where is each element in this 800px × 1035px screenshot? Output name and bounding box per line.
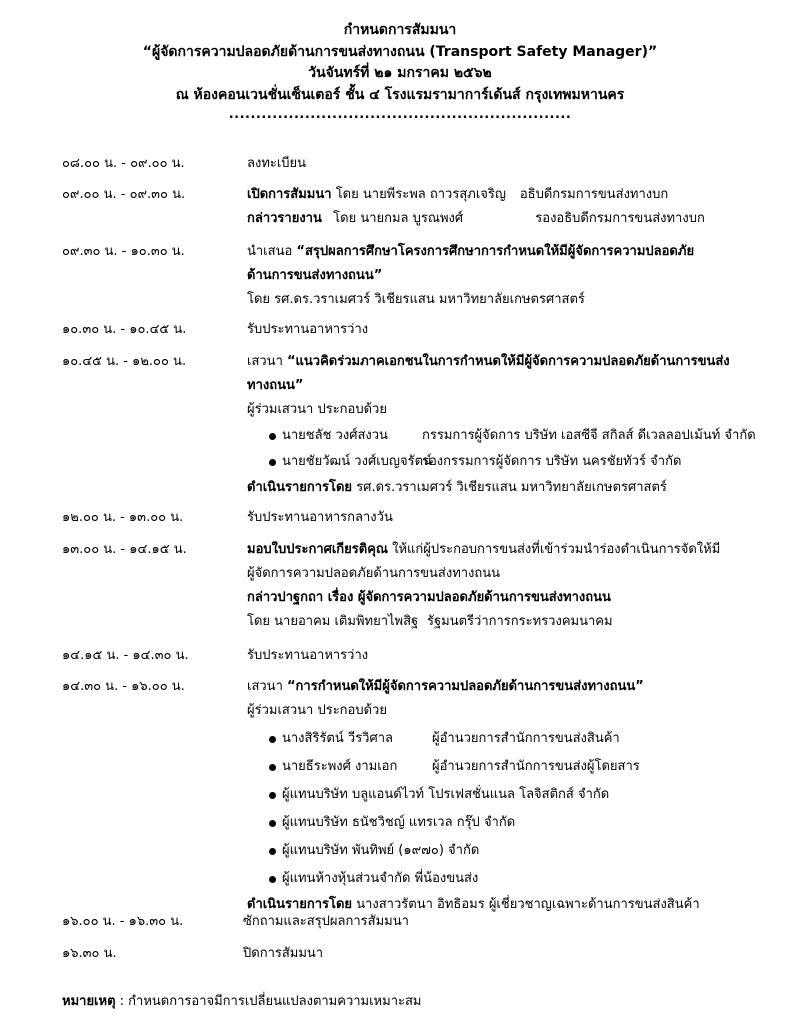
company-representative: ผู้แทนบริษัท บลูแอนด์ไวท์ โปรเฟสชั่นแนล โลจิสติกส์ จำกัด [247, 783, 757, 807]
panelist-name: นางสิริรัตน์ วีรวิศาล [282, 731, 393, 746]
agenda-time: ๑๔.๑๕ น. - ๑๔.๓๐ น. [62, 648, 189, 663]
agenda-prefix: นำเสนอ [247, 244, 297, 259]
seminar-venue: ณ ห้องคอนเวนชั่นเซ็นเตอร์ ชั้น ๔ โรงแรมรามาการ์เด้นส์ กรุงเทพมหานคร [175, 86, 625, 103]
company-representative: ผู้แทนห้างหุ้นส่วนจำกัด พี่น้องขนส่ง [247, 867, 757, 891]
panelist-role: ผู้อำนวยการสำนักการขนส่งผู้โดยสาร [432, 759, 640, 774]
agenda-text: ลงทะเบียน [247, 156, 307, 171]
panelist-role: รองกรรมการผู้จัดการ บริษัท นครชัยทัวร์ จำกัด [422, 454, 682, 469]
agenda-text: รับประทานอาหารว่าง [247, 648, 369, 663]
opening-speaker: โดย นายพีระพล ถาวรสุภเจริญ [335, 187, 506, 202]
panelist [247, 755, 757, 779]
panelist-name: นายธีระพงศ์ งามเอก [282, 759, 398, 774]
agenda-time: ๐๙.๐๐ น. - ๐๙.๓๐ น. [62, 187, 186, 202]
agenda-text: รับประทานอาหารกลางวัน [247, 510, 393, 525]
panelist [247, 424, 757, 448]
agenda-time: ๑๖.๓๐ น. [62, 946, 117, 961]
footnote-text: : กำหนดการอาจมีการเปลี่ยนแปลงตามความเหมาะสม [115, 994, 422, 1009]
header-divider: ............................................................... [228, 107, 572, 122]
presenter: โดย รศ.ดร.วราเมศวร์ วิเชียรแสน มหาวิทยาลัยเกษตรศาสตร์ [247, 292, 585, 307]
company-representative: ผู้แทนบริษัท ธนัชวิชญ์ แทรเวล กรุ๊ป จำกัด [247, 811, 757, 835]
panel-title: “แนวคิดร่วมภาคเอกชนในการกำหนดให้มีผู้จัดการความปลอดภัยด้านการขนส่ง [287, 354, 730, 369]
certificate-text: ให้แก่ผู้ประกอบการขนส่งที่เข้าร่วมนำร่องดำเนินการจัดให้มี [387, 542, 721, 557]
keynote-speaker: โดย นายอาคม เติมพิทยาไพสิฐ [247, 614, 419, 629]
company-representative: ผู้แทนบริษัท พันทิพย์ (๑๙๗๐) จำกัด [247, 839, 757, 863]
moderator-label: ดำเนินรายการโดย [247, 897, 353, 912]
presentation-title: “สรุปผลการศึกษาโครงการศึกษาการกำหนดให้มีผู้จัดการความปลอดภัย [296, 244, 695, 259]
panelist-role: กรรมการผู้จัดการ บริษัท เอสซีจี สกิลส์ ดีเวลลอปเม้นท์ จำกัด [422, 428, 756, 443]
keynote-title: กล่าวปาฐกถา เรื่อง ผู้จัดการความปลอดภัยด้านการขนส่งทางถนน [247, 590, 611, 605]
agenda-time: ๐๙.๓๐ น. - ๑๐.๓๐ น. [62, 244, 185, 259]
moderator: นางสาวรัตนา อิทธิอมร ผู้เชี่ยวชาญเฉพาะด้านการขนส่งสินค้า [356, 897, 700, 912]
seminar-date: วันจันทร์ที่ ๒๑ มกราคม ๒๕๖๒ [308, 65, 492, 81]
certificate-text-cont: ผู้จัดการความปลอดภัยด้านการขนส่งทางถนน [247, 566, 501, 581]
agenda-time: ๑๖.๐๐ น. - ๑๖.๓๐ น. [62, 914, 184, 929]
agenda-time: ๑๐.๔๕ น. - ๑๒.๐๐ น. [62, 354, 187, 369]
certificate-label: มอบใบประกาศเกียรติคุณ [247, 542, 388, 557]
panel-title: “การกำหนดให้มีผู้จัดการความปลอดภัยด้านการขนส่งทางถนน” [287, 679, 644, 694]
agenda-time: ๑๒.๐๐ น. - ๑๓.๐๐ น. [62, 510, 184, 525]
agenda-text: ซักถามและสรุปผลการสัมมนา [243, 914, 409, 929]
agenda-time: ๑๔.๓๐ น. - ๑๖.๐๐ น. [62, 679, 185, 694]
panelist [247, 727, 757, 751]
report-speaker: โดย นายกมล บูรณพงศ์ [333, 211, 464, 226]
opening-label: เปิดการสัมมนา [247, 187, 332, 202]
panelist [247, 450, 757, 474]
agenda-time: ๑๓.๐๐ น. - ๑๔.๑๕ น. [62, 542, 187, 557]
panel-intro: ผู้ร่วมเสวนา ประกอบด้วย [247, 703, 387, 718]
opening-speaker-role: อธิบดีกรมการขนส่งทางบก [519, 187, 669, 202]
presentation-title-cont: ด้านการขนส่งทางถนน” [247, 268, 383, 283]
report-label: กล่าวรายงาน [247, 211, 322, 226]
panelist-name: นายชลัช วงศ์สงวน [282, 428, 388, 443]
panelist-role: ผู้อำนวยการสำนักการขนส่งสินค้า [432, 731, 620, 746]
footnote-label: หมายเหตุ [62, 994, 116, 1009]
agenda-time: ๑๐.๓๐ น. - ๑๐.๔๕ น. [62, 322, 187, 337]
agenda-prefix: เสวนา [247, 354, 287, 369]
agenda-time: ๐๘.๐๐ น. - ๐๙.๐๐ น. [62, 156, 185, 171]
moderator-label: ดำเนินรายการโดย [247, 480, 353, 495]
agenda-prefix: เสวนา [247, 679, 287, 694]
panel-intro: ผู้ร่วมเสวนา ประกอบด้วย [247, 402, 387, 417]
moderator: รศ.ดร.วราเมศวร์ วิเชียรแสน มหาวิทยาลัยเกษตรศาสตร์ [356, 480, 667, 495]
panelist-name: นายชัยวัฒน์ วงศ์เบญจรัตน์ [282, 454, 432, 469]
document-header [0, 20, 800, 124]
seminar-name: “ผู้จัดการความปลอดภัยด้านการขนส่งทางถนน (Transport Safety Manager)” [142, 43, 658, 60]
panel-title-cont: ทางถนน” [247, 378, 304, 393]
header-title: กำหนดการสัมมนา [343, 22, 457, 38]
footnote [62, 990, 422, 1014]
agenda-text: ปิดการสัมมนา [243, 946, 324, 961]
keynote-speaker-role: รัฐมนตรีว่าการกระทรวงคมนาคม [427, 614, 613, 629]
report-speaker-role: รองอธิบดีกรมการขนส่งทางบก [535, 211, 705, 226]
agenda-text: รับประทานอาหารว่าง [247, 322, 369, 337]
